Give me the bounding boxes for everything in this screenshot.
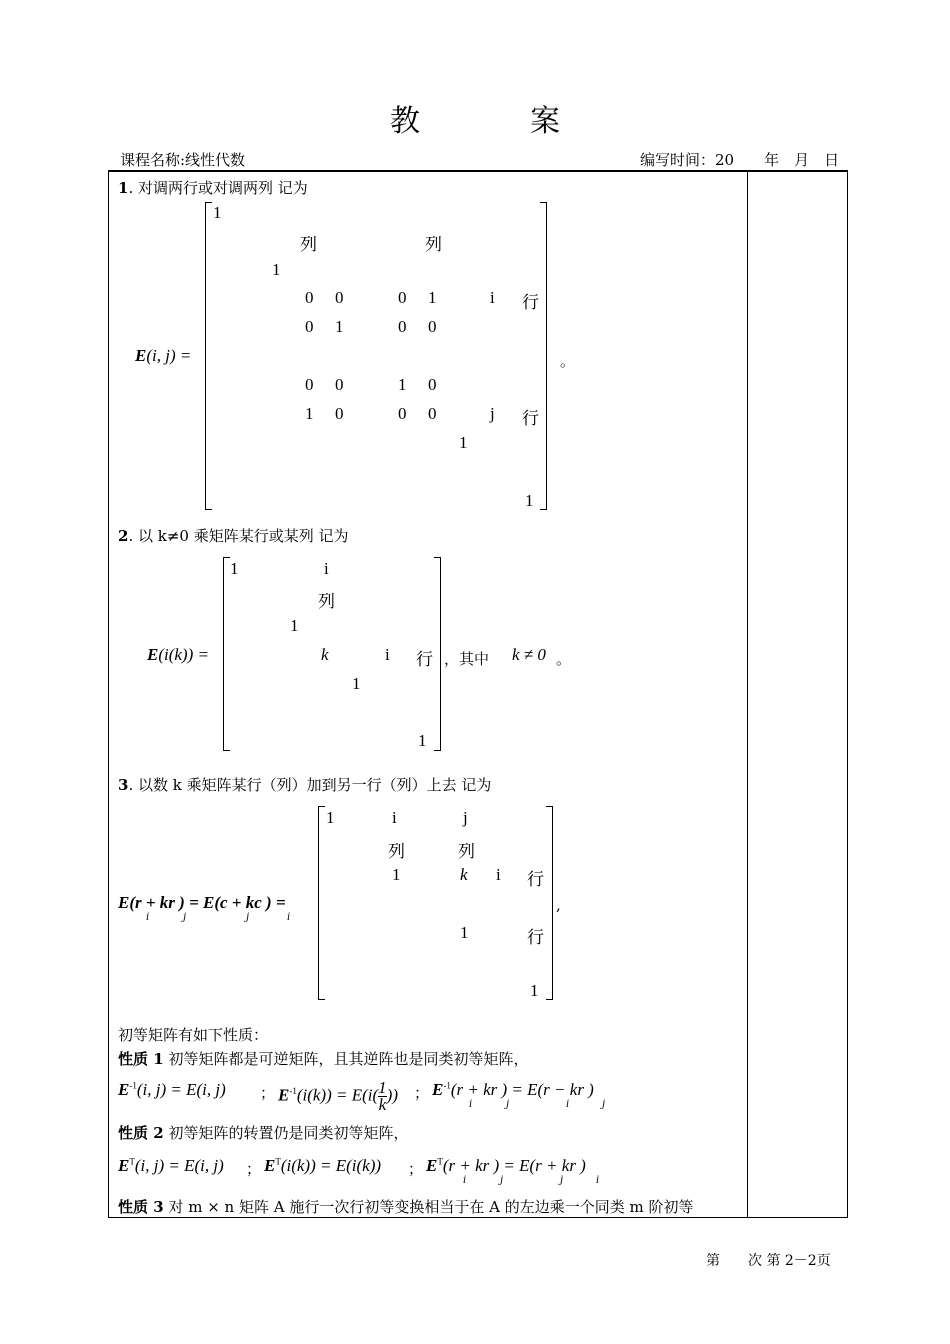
- matrix1-cell-20: 0: [398, 404, 407, 423]
- separator-1: ；: [260, 1084, 276, 1102]
- matrix3-cell-5: 1: [392, 865, 401, 884]
- property2-formula2: $E^T(i(k)) = E(i(k))$: [264, 1156, 382, 1175]
- matrix3-cell-8: 行: [527, 870, 544, 889]
- property2-formula1: $E^T(i$, j) = E(i, j): [118, 1156, 224, 1175]
- section1-period: 。: [560, 352, 576, 370]
- section2-tail: ，其中: [444, 650, 490, 668]
- table-divider: [747, 170, 748, 1218]
- matrix3-cell-9: 1: [460, 923, 469, 942]
- matrix1-cell-3: 1: [272, 260, 281, 279]
- matrix1-cell-10: 0: [305, 317, 314, 336]
- matrix2-cell-3: 1: [290, 616, 299, 635]
- matrix2-cell-2: 列: [318, 592, 335, 611]
- matrix1-cell-11: 1: [335, 317, 344, 336]
- section3-subscript-1: j: [183, 912, 187, 923]
- property1-subscript-3: j: [602, 1099, 606, 1110]
- property1-formula2: $E^{-1}(i(k)) = E(i$( $\frac{1}{k}$ )): [278, 1078, 398, 1114]
- section3-lhs: E(r + kr ) = E(c + kc ) =: [118, 893, 286, 912]
- property1: 性质 1 初等矩阵都是可逆矩阵，且其逆阵也是同类初等矩阵，: [118, 1050, 529, 1068]
- matrix1-cell-19: 0: [335, 404, 344, 423]
- property2-subscript-1: j: [500, 1175, 504, 1186]
- matrix3-cell-3: 列: [388, 842, 405, 861]
- matrix1-cell-18: 1: [305, 404, 314, 423]
- matrix3-cell-10: 行: [527, 928, 544, 947]
- matrix1-left-bracket: [205, 202, 212, 510]
- section2-lhs: E(i(k)) =: [147, 645, 209, 664]
- matrix1-cell-8: i: [490, 288, 495, 307]
- matrix1-cell-16: 1: [398, 375, 407, 394]
- matrix3-cell-6: k: [460, 865, 468, 884]
- matrix1-cell-6: 0: [398, 288, 407, 307]
- matrix2-left-bracket: [223, 557, 230, 751]
- matrix2-cell-4: k: [321, 645, 329, 664]
- matrix2-cell-6: 行: [416, 650, 433, 669]
- matrix1-cell-14: 0: [305, 375, 314, 394]
- matrix1-cell-24: 1: [459, 433, 468, 452]
- properties-intro: 初等矩阵有如下性质：: [118, 1026, 269, 1044]
- matrix3-cell-1: i: [392, 808, 397, 827]
- section3-subscript-2: j: [246, 912, 250, 923]
- matrix1-cell-23: 行: [522, 409, 539, 428]
- section3-subscript-3: i: [287, 912, 291, 923]
- matrix1-cell-25: 1: [525, 491, 534, 510]
- matrix2-cell-8: 1: [418, 731, 427, 750]
- property2: 性质 2 初等矩阵的转置仍是同类初等矩阵，: [118, 1124, 409, 1142]
- property2-formula3: $E^T(r$ + kr ) = E(r + kr ): [426, 1156, 586, 1175]
- matrix3-right-bracket: [546, 806, 553, 1000]
- matrix1-cell-17: 0: [428, 375, 437, 394]
- property1-formula1: $E^{-1}(i$, j) = E(i, j): [118, 1080, 226, 1099]
- matrix3-cell-0: 1: [326, 808, 335, 827]
- matrix1-cell-2: 列: [425, 235, 442, 254]
- matrix2-cell-7: 1: [352, 674, 361, 693]
- page-footer: 第 次 第 2－2页: [706, 1253, 831, 1269]
- matrix3-cell-7: i: [496, 865, 501, 884]
- matrix2-cell-5: i: [385, 645, 390, 664]
- matrix2-right-bracket: [434, 557, 441, 751]
- matrix2-cell-0: 1: [230, 559, 239, 578]
- section3-comma: ,: [556, 896, 561, 914]
- compile-date: 编写时间：20 年 月 日: [640, 151, 840, 169]
- matrix1-cell-9: 行: [522, 293, 539, 312]
- property1-subscript-0: i: [469, 1099, 473, 1110]
- property2-subscript-3: i: [596, 1175, 600, 1186]
- property2-subscript-2: j: [560, 1175, 564, 1186]
- property1-formula3: $E^{-1}(r$ + kr ) = E(r − kr ): [432, 1080, 594, 1099]
- section1-heading: 1. 对调两行或对调两列 记为: [118, 179, 308, 197]
- matrix3-cell-11: 1: [530, 981, 539, 1000]
- separator-2: ；: [414, 1084, 430, 1102]
- matrix1-cell-22: j: [490, 404, 495, 423]
- section2-condition: k ≠ 0: [512, 645, 546, 664]
- matrix2-cell-1: i: [324, 559, 329, 578]
- matrix1-cell-4: 0: [305, 288, 314, 307]
- matrix1-cell-1: 列: [300, 235, 317, 254]
- separator-3: ；: [246, 1160, 262, 1178]
- matrix1-cell-13: 0: [428, 317, 437, 336]
- section3-subscript-0: i: [146, 912, 150, 923]
- matrix1-cell-15: 0: [335, 375, 344, 394]
- separator-4: ；: [408, 1160, 424, 1178]
- matrix3-cell-2: j: [463, 808, 468, 827]
- section2-heading: 2. 以 k≠0 乘矩阵某行或某列 记为: [118, 527, 349, 545]
- property3: 性质 3 对 m × n 矩阵 A 施行一次行初等变换相当于在 A 的左边乘一个同类 m 阶初等: [118, 1198, 694, 1216]
- matrix1-cell-5: 0: [335, 288, 344, 307]
- property1-subscript-1: j: [506, 1099, 510, 1110]
- matrix3-left-bracket: [318, 806, 325, 1000]
- matrix3-cell-4: 列: [458, 842, 475, 861]
- course-name: 课程名称:线性代数: [120, 151, 246, 169]
- section1-lhs: E(i, j) =: [135, 346, 192, 365]
- matrix1-right-bracket: [540, 202, 547, 510]
- section2-period: 。: [556, 650, 572, 668]
- section3-heading: 3. 以数 k 乘矩阵某行（列）加到另一行（列）上去 记为: [118, 776, 492, 794]
- matrix1-cell-21: 0: [428, 404, 437, 423]
- matrix1-cell-12: 0: [398, 317, 407, 336]
- matrix1-cell-7: 1: [428, 288, 437, 307]
- property1-subscript-2: i: [566, 1099, 570, 1110]
- page-title: 教 案: [390, 104, 600, 139]
- property2-subscript-0: i: [463, 1175, 467, 1186]
- matrix1-cell-0: 1: [213, 203, 222, 222]
